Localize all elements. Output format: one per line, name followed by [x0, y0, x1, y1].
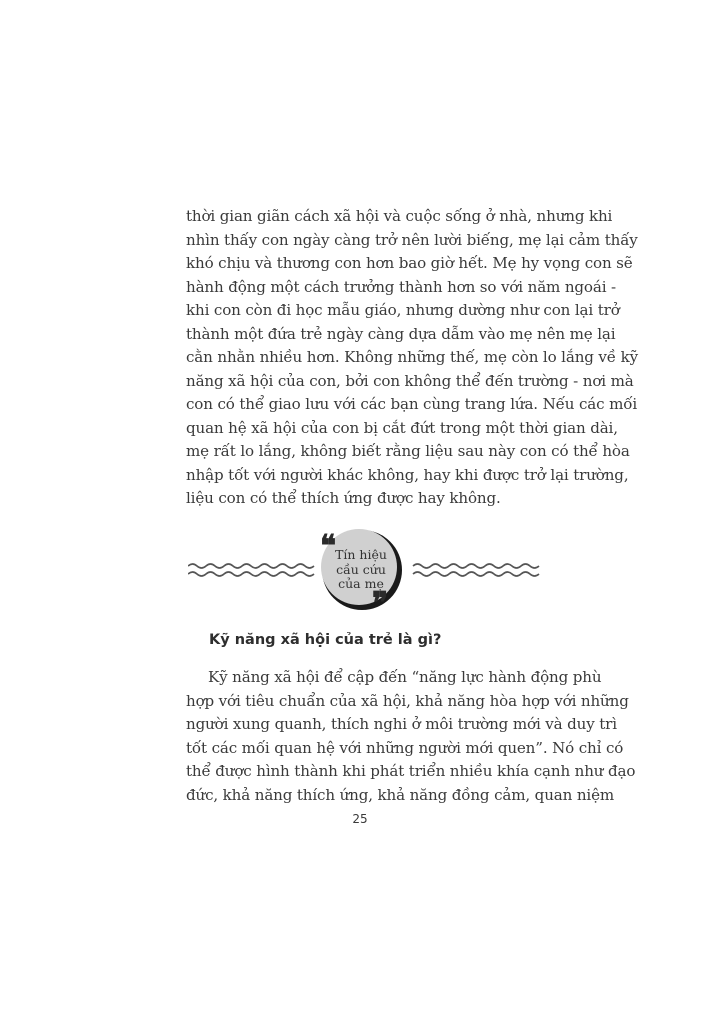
text-line: thành một đứa trẻ ngày càng dựa dẫm vào mẹ nên mẹ lại — [186, 324, 616, 343]
text-line: nhập tốt với người khác không, hay khi được trở lại trường, — [186, 465, 629, 484]
page-number: 25 — [352, 812, 368, 826]
body-paragraph-1 — [186, 205, 638, 511]
emblem-label — [326, 548, 396, 592]
text-line: liệu con có thể thích ứng được hay không. — [186, 489, 501, 507]
emblem-label-line: cầu cứu — [336, 561, 386, 577]
text-line: hợp với tiêu chuẩn của xã hội, khả năng hòa hợp với những — [186, 691, 629, 710]
text-line: thời gian giãn cách xã hội và cuộc sống ở nhà, nhưng khi — [186, 207, 613, 225]
text-line: đức, khả năng thích ứng, khả năng đồng cảm, quan niệm — [186, 785, 615, 804]
text-line: Kỹ năng xã hội để cập đến “năng lực hành động phù — [208, 668, 602, 686]
section-emblem — [188, 525, 541, 615]
text-line: quan hệ xã hội của con bị cắt đứt trong một thời gian dài, — [186, 418, 618, 437]
text-line: hành động một cách trưởng thành hơn so với năm ngoái - — [186, 277, 616, 296]
text-line: khi con còn đi học mẫu giáo, nhưng dường như con lại trở — [186, 301, 620, 319]
wavy-divider-left — [188, 564, 314, 576]
text-line: tốt các mối quan hệ với những người mới quen”. Nó chỉ có — [186, 738, 624, 757]
open-quote-icon: ❝ — [320, 529, 337, 564]
section-heading: Kỹ năng xã hội của trẻ là gì? — [209, 632, 442, 648]
wavy-divider-right — [413, 564, 539, 576]
emblem-label-line: của mẹ — [338, 576, 384, 591]
text-line: cằn nhằn nhiều hơn. Không những thế, mẹ còn lo lắng về kỹ — [186, 348, 638, 366]
text-line: năng xã hội của con, bởi con không thể đến trường - nơi mà — [186, 371, 634, 390]
text-line: mẹ rất lo lắng, không biết rằng liệu sau này con có thể hòa — [186, 442, 630, 460]
close-quote-icon: ❞ — [372, 586, 389, 615]
body-paragraph-2 — [186, 666, 636, 807]
text-line: người xung quanh, thích nghi ở môi trường mới và duy trì — [186, 715, 617, 733]
text-line: khó chịu và thương con hơn bao giờ hết. Mẹ hy vọng con sẽ — [186, 254, 633, 272]
text-line: nhìn thấy con ngày càng trở nên lười biếng, mẹ lại cảm thấy — [186, 230, 638, 249]
text-line: thể được hình thành khi phát triển nhiều khía cạnh như đạo — [186, 762, 636, 780]
text-line: con có thể giao lưu với các bạn cùng trang lứa. Nếu các mối — [186, 395, 638, 413]
emblem-label-line: Tín hiệu — [335, 547, 387, 562]
